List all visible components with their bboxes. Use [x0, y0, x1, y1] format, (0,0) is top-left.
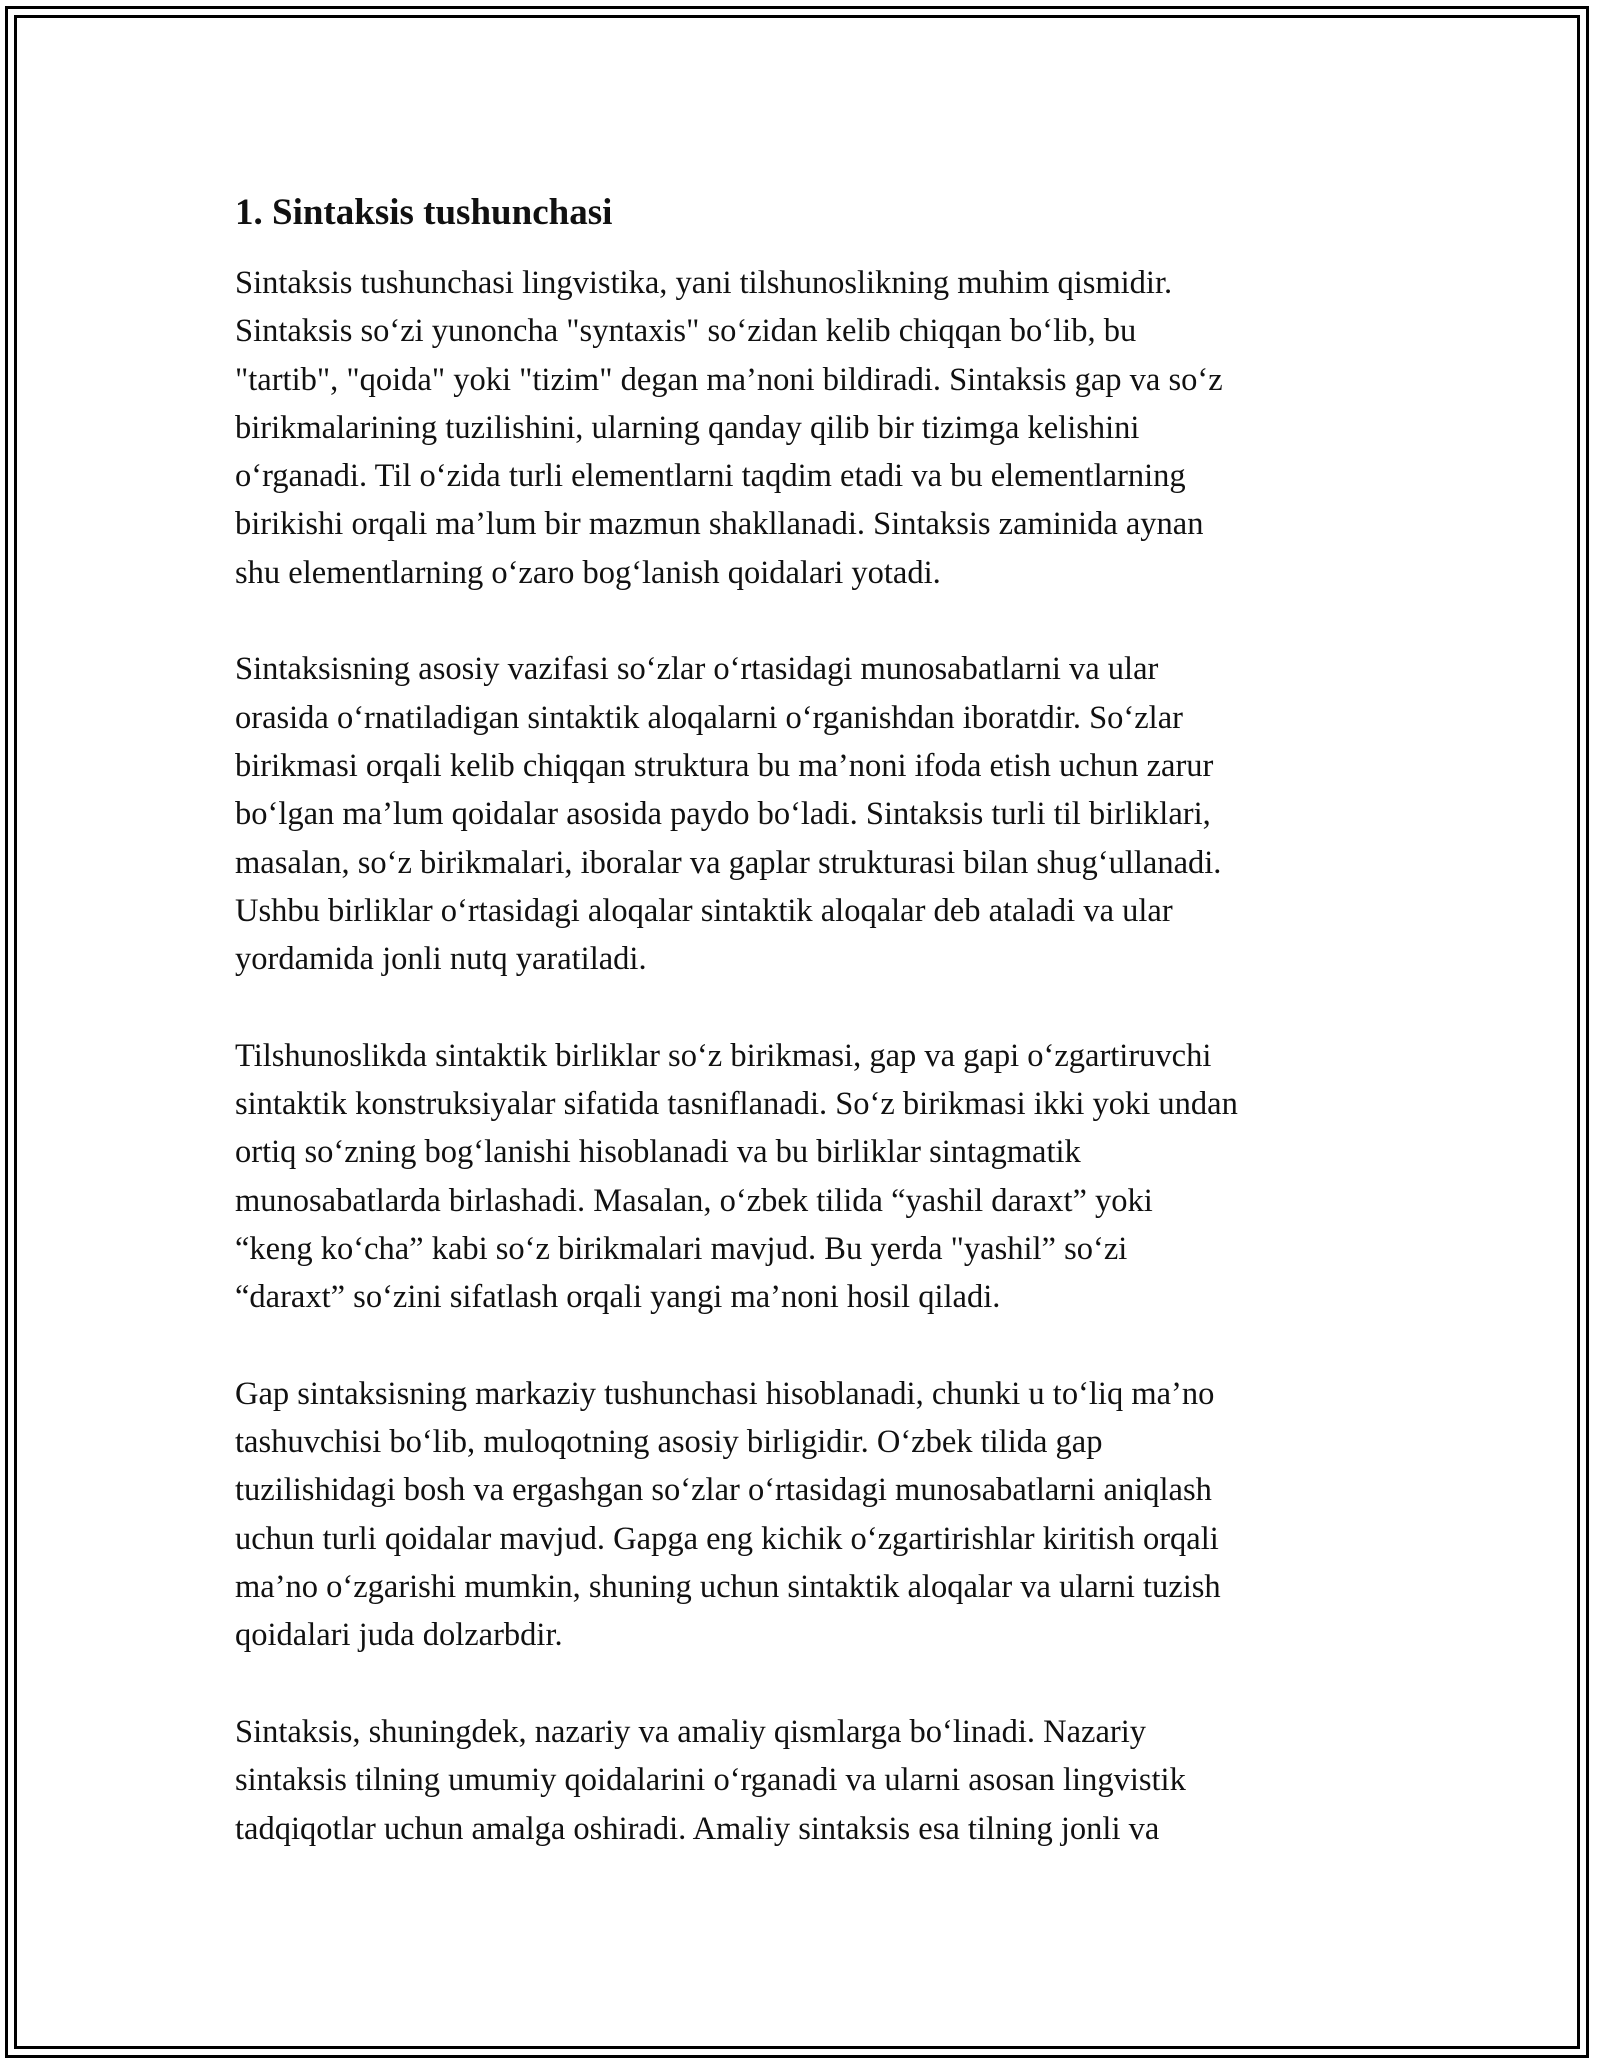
- paragraph-3: [235, 1032, 1375, 1322]
- paragraph-line: Tilshunoslikda sintaktik birliklar so‘z birikmasi, gap va gapi o‘zgartiruvchi: [235, 1037, 1212, 1074]
- paragraph-line: birikmasi orqali kelib chiqqan struktura bu ma’noni ifoda etish uchun zarur: [235, 747, 1214, 784]
- paragraph-line: tuzilishidagi bosh va ergashgan so‘zlar o‘rtasidagi munosabatlarni aniqlash: [235, 1472, 1212, 1509]
- paragraph-line: Sintaksis tushunchasi lingvistika, yani tilshunoslikning muhim qismidir.: [235, 265, 1173, 301]
- paragraph-line: Sintaksisning asosiy vazifasi so‘zlar o‘rtasidagi munosabatlarni va ular: [235, 651, 1159, 688]
- paragraph-line: Sintaksis so‘zi yunoncha "syntaxis" so‘zidan kelib chiqqan bo‘lib, bu: [235, 313, 1137, 350]
- paragraph-2: [235, 645, 1375, 983]
- paragraph-4: [235, 1370, 1375, 1660]
- paragraph-line: ma’no o‘zgarishi mumkin, shuning uchun sintaktik aloqalar va ularni tuzish: [235, 1569, 1221, 1606]
- paragraph-line: orasida o‘rnatiladigan sintaktik aloqalarni o‘rganishdan iboratdir. So‘zlar: [235, 699, 1183, 736]
- paragraph-line: masalan, so‘z birikmalari, iboralar va gaplar strukturasi bilan shug‘ullanadi.: [235, 844, 1222, 881]
- paragraph-line: "tartib", "qoida" yoki "tizim" degan ma’noni bildiradi. Sintaksis gap va so‘z: [235, 361, 1223, 398]
- paragraph-line: “daraxt” so‘zini sifatlash orqali yangi ma’noni hosil qiladi.: [235, 1279, 1001, 1316]
- paragraph-line: bo‘lgan ma’lum qoidalar asosida paydo bo‘ladi. Sintaksis turli til birliklari,: [235, 796, 1211, 833]
- paragraph-line: munosabatlarda birlashadi. Masalan, o‘zbek tilida “yashil daraxt” yoki: [235, 1182, 1153, 1219]
- paragraph-line: o‘rganadi. Til o‘zida turli elementlarni taqdim etadi va bu elementlarning: [235, 458, 1186, 495]
- paragraph-5: [235, 1708, 1375, 1853]
- paragraph-line: ortiq so‘zning bog‘lanishi hisoblanadi va bu birliklar sintagmatik: [235, 1134, 1081, 1171]
- paragraph-line: sintaktik konstruksiyalar sifatida tasniflanadi. So‘z birikmasi ikki yoki undan: [235, 1086, 1238, 1123]
- paragraph-line: “keng ko‘cha” kabi so‘z birikmalari mavjud. Bu yerda "yashil” so‘zi: [235, 1230, 1128, 1267]
- paragraph-line: yordamida jonli nutq yaratiladi.: [235, 941, 647, 978]
- paragraph-line: sintaksis tilning umumiy qoidalarini o‘rganadi va ularni asosan lingvistik: [235, 1762, 1186, 1799]
- paragraph-line: Gap sintaksisning markaziy tushunchasi hisoblanadi, chunki u to‘liq ma’no: [235, 1375, 1215, 1412]
- paragraph-1: [235, 259, 1375, 597]
- section-heading: 1. Sintaksis tushunchasi: [235, 192, 613, 233]
- paragraph-line: birikmalarining tuzilishini, ularning qanday qilib bir tizimga kelishini: [235, 409, 1140, 446]
- paragraph-line: tashuvchisi bo‘lib, muloqotning asosiy birligidir. O‘zbek tilida gap: [235, 1424, 1103, 1461]
- paragraph-line: uchun turli qoidalar mavjud. Gapga eng kichik o‘zgartirishlar kiritish orqali: [235, 1520, 1219, 1557]
- paragraph-line: Sintaksis, shuningdek, nazariy va amaliy qismlarga bo‘linadi. Nazariy: [235, 1713, 1146, 1750]
- paragraph-line: Ushbu birliklar o‘rtasidagi aloqalar sintaktik aloqalar deb ataladi va ular: [235, 892, 1173, 929]
- paragraph-line: birikishi orqali ma’lum bir mazmun shakllanadi. Sintaksis zaminida aynan: [235, 506, 1204, 543]
- paragraph-line: qoidalari juda dolzarbdir.: [235, 1617, 563, 1654]
- paragraph-line: tadqiqotlar uchun amalga oshiradi. Amaliy sintaksis esa tilning jonli va: [235, 1810, 1160, 1847]
- paragraph-line: shu elementlarning o‘zaro bog‘lanish qoidalari yotadi.: [235, 554, 941, 591]
- document-body: [235, 185, 1375, 1901]
